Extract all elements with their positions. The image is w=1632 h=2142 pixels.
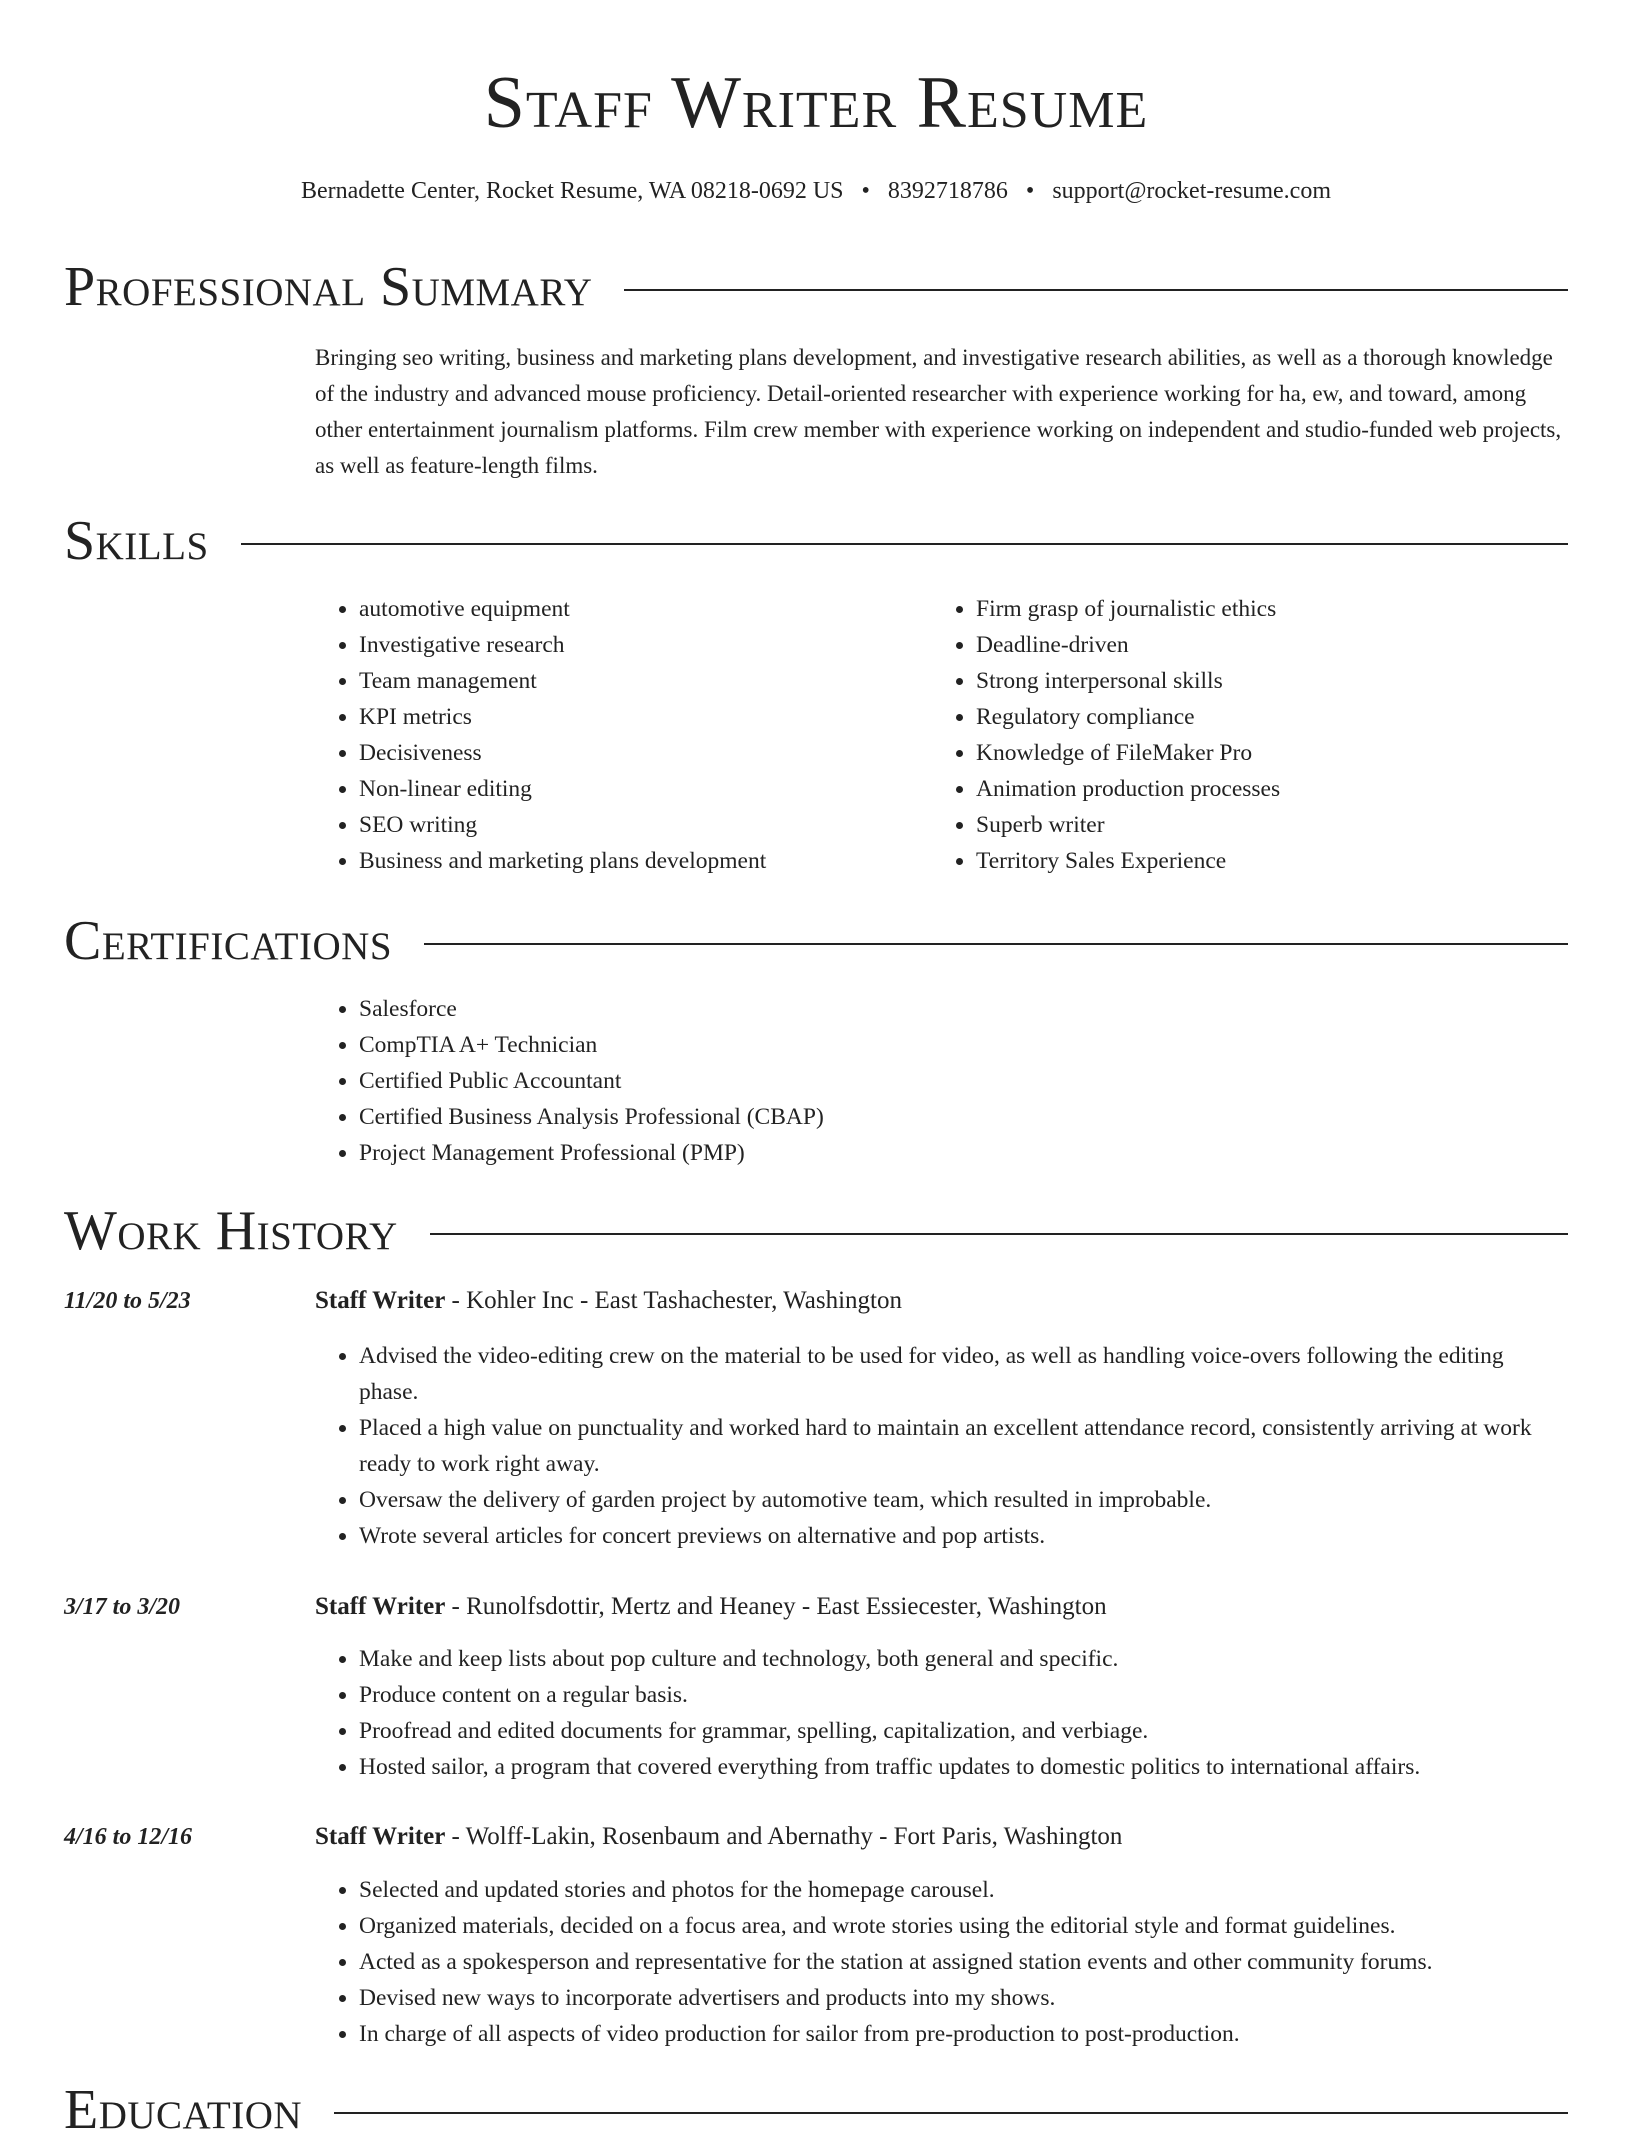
section-divider: [334, 2112, 1568, 2114]
job-bullet: • Placed a high value on punctuality and worked hard to maintain an excellent attendance record, consistently arriving at work ready to work right away.: [359, 1410, 1568, 1482]
skill-item: • Decisiveness: [359, 735, 766, 771]
job-bullets: [315, 1338, 1568, 1554]
job-employer-location: - Runolfsdottir, Mertz and Heaney - East Essiecester, Washington: [445, 1593, 1107, 1620]
certification-item: • Certified Public Accountant: [359, 1063, 824, 1099]
job-bullet: • Wrote several articles for concert previews on alternative and pop artists.: [359, 1518, 1568, 1554]
skills-column-left: [315, 591, 766, 879]
skill-item: • automotive equipment: [359, 591, 766, 627]
section-divider: [430, 1233, 1568, 1235]
job-role: Staff Writer: [315, 1287, 446, 1314]
job-bullet: • Organized materials, decided on a focus area, and wrote stories using the editorial style and format guidelines.: [359, 1908, 1568, 1944]
certification-item: • CompTIA A+ Technician: [359, 1027, 824, 1063]
job-bullet: • Devised new ways to incorporate advertisers and products into my shows.: [359, 1980, 1568, 2016]
education-section-header: [64, 2078, 1568, 2142]
certifications-section-header: [64, 909, 1568, 973]
certifications-heading: Certifications: [64, 910, 393, 972]
skills-column-right: [932, 591, 1280, 879]
skill-item: • Team management: [359, 663, 766, 699]
job-dates: 11/20 to 5/23: [64, 1288, 191, 1314]
summary-section-header: [64, 255, 1568, 319]
job-heading: [315, 1285, 902, 1317]
contact-phone: 8392718786: [887, 178, 1008, 204]
contact-separator: •: [1025, 178, 1035, 204]
job-bullet: • Make and keep lists about pop culture and technology, both general and specific.: [359, 1641, 1568, 1677]
section-divider: [424, 943, 1568, 945]
certification-item: • Salesforce: [359, 991, 824, 1027]
job-bullet: • Selected and updated stories and photos for the homepage carousel.: [359, 1872, 1568, 1908]
skill-item: • Animation production processes: [976, 771, 1280, 807]
certifications-list: [315, 991, 824, 1171]
work-history-section-header: [64, 1199, 1568, 1263]
skill-item: • Investigative research: [359, 627, 766, 663]
skill-item: • Strong interpersonal skills: [976, 663, 1280, 699]
job-heading: [315, 1591, 1107, 1623]
skill-item: • Territory Sales Experience: [976, 843, 1280, 879]
job-role: Staff Writer: [315, 1823, 446, 1850]
job-bullet: • Produce content on a regular basis.: [359, 1677, 1568, 1713]
section-divider: [624, 289, 1568, 291]
summary-text: Bringing seo writing, business and marketing plans development, and investigative research abilities, as well as a thorough knowledge of the industry and advanced mouse proficiency. Detail-oriented researcher with experience working for ha, ew, and toward, among other entertainment journalism platforms. Film crew member with experience working on independent and studio-funded web projects, as well as feature-length films.: [315, 345, 1562, 478]
job-bullet: • Proofread and edited documents for grammar, spelling, capitalization, and verbiage.: [359, 1713, 1568, 1749]
job-bullet: • Hosted sailor, a program that covered everything from traffic updates to domestic politics to international affairs.: [359, 1749, 1568, 1785]
skill-item: • Knowledge of FileMaker Pro: [976, 735, 1280, 771]
skill-item: • SEO writing: [359, 807, 766, 843]
job-bullet: • Advised the video-editing crew on the material to be used for video, as well as handling voice-overs following the editing phase.: [359, 1338, 1568, 1410]
skill-item: • Non-linear editing: [359, 771, 766, 807]
job-employer-location: - Kohler Inc - East Tashachester, Washington: [445, 1287, 902, 1314]
contact-line: [0, 176, 1632, 206]
section-divider: [241, 543, 1568, 545]
job-role: Staff Writer: [315, 1593, 446, 1620]
contact-email: support@rocket-resume.com: [1052, 178, 1331, 204]
skill-item: • KPI metrics: [359, 699, 766, 735]
contact-separator: •: [861, 178, 870, 204]
job-bullet: • Acted as a spokesperson and representative for the station at assigned station events and other community forums.: [359, 1944, 1568, 1980]
education-heading: Education: [64, 2079, 303, 2141]
job-bullets: [315, 1641, 1568, 1785]
job-heading: [315, 1821, 1122, 1853]
job-dates: 4/16 to 12/16: [64, 1824, 193, 1850]
skill-item: • Deadline-driven: [976, 627, 1280, 663]
certification-item: • Project Management Professional (PMP): [359, 1135, 824, 1171]
skill-item: • Superb writer: [976, 807, 1280, 843]
contact-address: Bernadette Center, Rocket Resume, WA 08218-0692 US: [301, 178, 844, 204]
skill-item: • Regulatory compliance: [976, 699, 1280, 735]
job-bullet: • In charge of all aspects of video production for sailor from pre-production to post-production.: [359, 2016, 1568, 2052]
job-bullets: [315, 1872, 1568, 2052]
skill-item: • Business and marketing plans development: [359, 843, 766, 879]
job-dates: 3/17 to 3/20: [64, 1594, 181, 1620]
job-bullet: • Oversaw the delivery of garden project by automotive team, which resulted in improbable.: [359, 1482, 1568, 1518]
summary-heading: Professional Summary: [64, 256, 593, 318]
skill-item: • Firm grasp of journalistic ethics: [976, 591, 1280, 627]
skills-heading: Skills: [64, 510, 209, 572]
skills-section-header: [64, 509, 1568, 573]
certification-item: • Certified Business Analysis Professional (CBAP): [359, 1099, 824, 1135]
resume-title: Staff Writer Resume: [483, 62, 1149, 144]
work-history-heading: Work History: [64, 1200, 398, 1262]
job-employer-location: - Wolff-Lakin, Rosenbaum and Abernathy - Fort Paris, Washington: [445, 1823, 1123, 1850]
